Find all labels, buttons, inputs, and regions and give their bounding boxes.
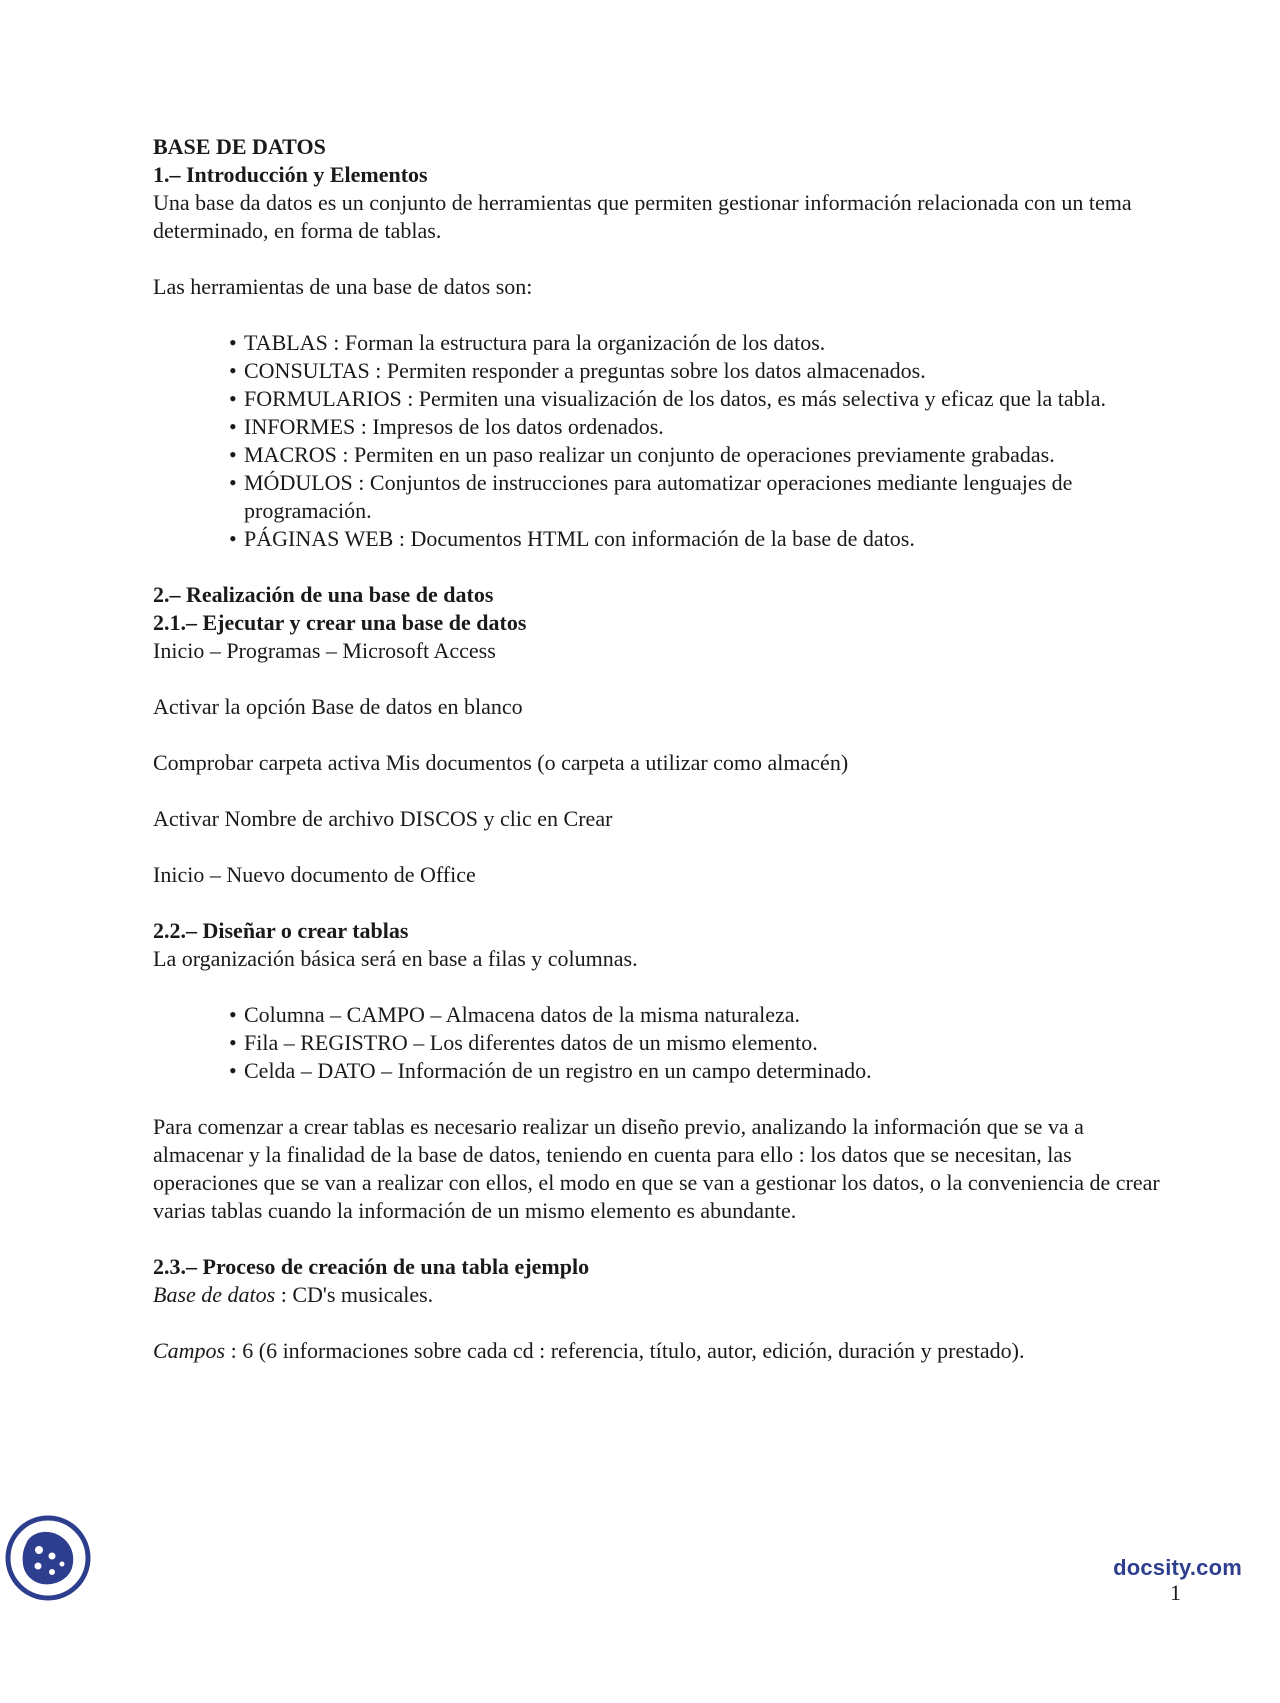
list-item: • TABLAS : Forman la estructura para la organización de los datos. (229, 330, 826, 355)
document-title: BASE DE DATOS (153, 134, 326, 159)
step-3: Comprobar carpeta activa Mis documentos (o carpeta a utilizar como almacén) (153, 750, 849, 775)
list-item: • Fila – REGISTRO – Los diferentes datos de un mismo elemento. (229, 1030, 818, 1055)
section-2-2-heading: 2.2.– Diseñar o crear tablas (153, 918, 409, 943)
fields-line (153, 1337, 1173, 1365)
list-item: • PÁGINAS WEB : Documentos HTML con información de la base de datos. (229, 526, 915, 551)
fields-value: : 6 (6 informaciones sobre cada cd : referencia, título, autor, edición, duración y prestado). (225, 1338, 1025, 1363)
intro-paragraph: Una base da datos es un conjunto de herramientas que permiten gestionar información relacionada con un tema determinado, en forma de tablas. (153, 190, 1132, 243)
fields-label: Campos (153, 1338, 226, 1363)
list-item: • MÓDULOS : Conjuntos de instrucciones para automatizar operaciones mediante lenguajes de programación. (229, 470, 1073, 523)
list-item: • CONSULTAS : Permiten responder a preguntas sobre los datos almacenados. (229, 358, 926, 383)
database-label: Base de datos (153, 1282, 276, 1307)
page-number: 1 (1170, 1580, 1181, 1605)
database-line (153, 1281, 1173, 1309)
brand-name[interactable]: docsity.com (1113, 1555, 1242, 1580)
docsity-logo-icon (4, 1514, 92, 1602)
list-item: • FORMULARIOS : Permiten una visualización de los datos, es más selectiva y eficaz que la tabla. (229, 386, 1107, 411)
step-4: Activar Nombre de archivo DISCOS y clic en Crear (153, 806, 613, 831)
section-2-1-heading: 2.1.– Ejecutar y crear una base de datos (153, 610, 527, 635)
design-paragraph: Para comenzar a crear tablas es necesario realizar un diseño previo, analizando la información que se va a almacenar y la finalidad de la base de datos, teniendo en cuenta para ello : los datos que se necesitan, las operaciones que se van a realizar con ellos, el modo en que se van a gestionar los datos, o la conveniencia de crear varias tablas cuando la información de un mismo elemento es abundante. (153, 1114, 1160, 1223)
list-item: • Columna – CAMPO – Almacena datos de la misma naturaleza. (229, 1002, 800, 1027)
structure-list (153, 1001, 1173, 1085)
tools-lead: Las herramientas de una base de datos son: (153, 274, 533, 299)
tools-list (153, 329, 1173, 553)
step-5: Inicio – Nuevo documento de Office (153, 862, 476, 887)
section-2-heading: 2.– Realización de una base de datos (153, 582, 494, 607)
organization-lead: La organización básica será en base a filas y columnas. (153, 946, 638, 971)
document-body (153, 133, 1173, 1365)
database-value: : CD's musicales. (275, 1282, 434, 1307)
section-1-heading: 1.– Introducción y Elementos (153, 162, 428, 187)
step-1: Inicio – Programas – Microsoft Access (153, 638, 496, 663)
list-item: • MACROS : Permiten en un paso realizar un conjunto de operaciones previamente grabadas. (229, 442, 1055, 467)
section-2-3-heading: 2.3.– Proceso de creación de una tabla ejemplo (153, 1254, 590, 1279)
list-item: • Celda – DATO – Información de un registro en un campo determinado. (229, 1058, 872, 1083)
step-2: Activar la opción Base de datos en blanco (153, 694, 523, 719)
list-item: • INFORMES : Impresos de los datos ordenados. (229, 414, 664, 439)
